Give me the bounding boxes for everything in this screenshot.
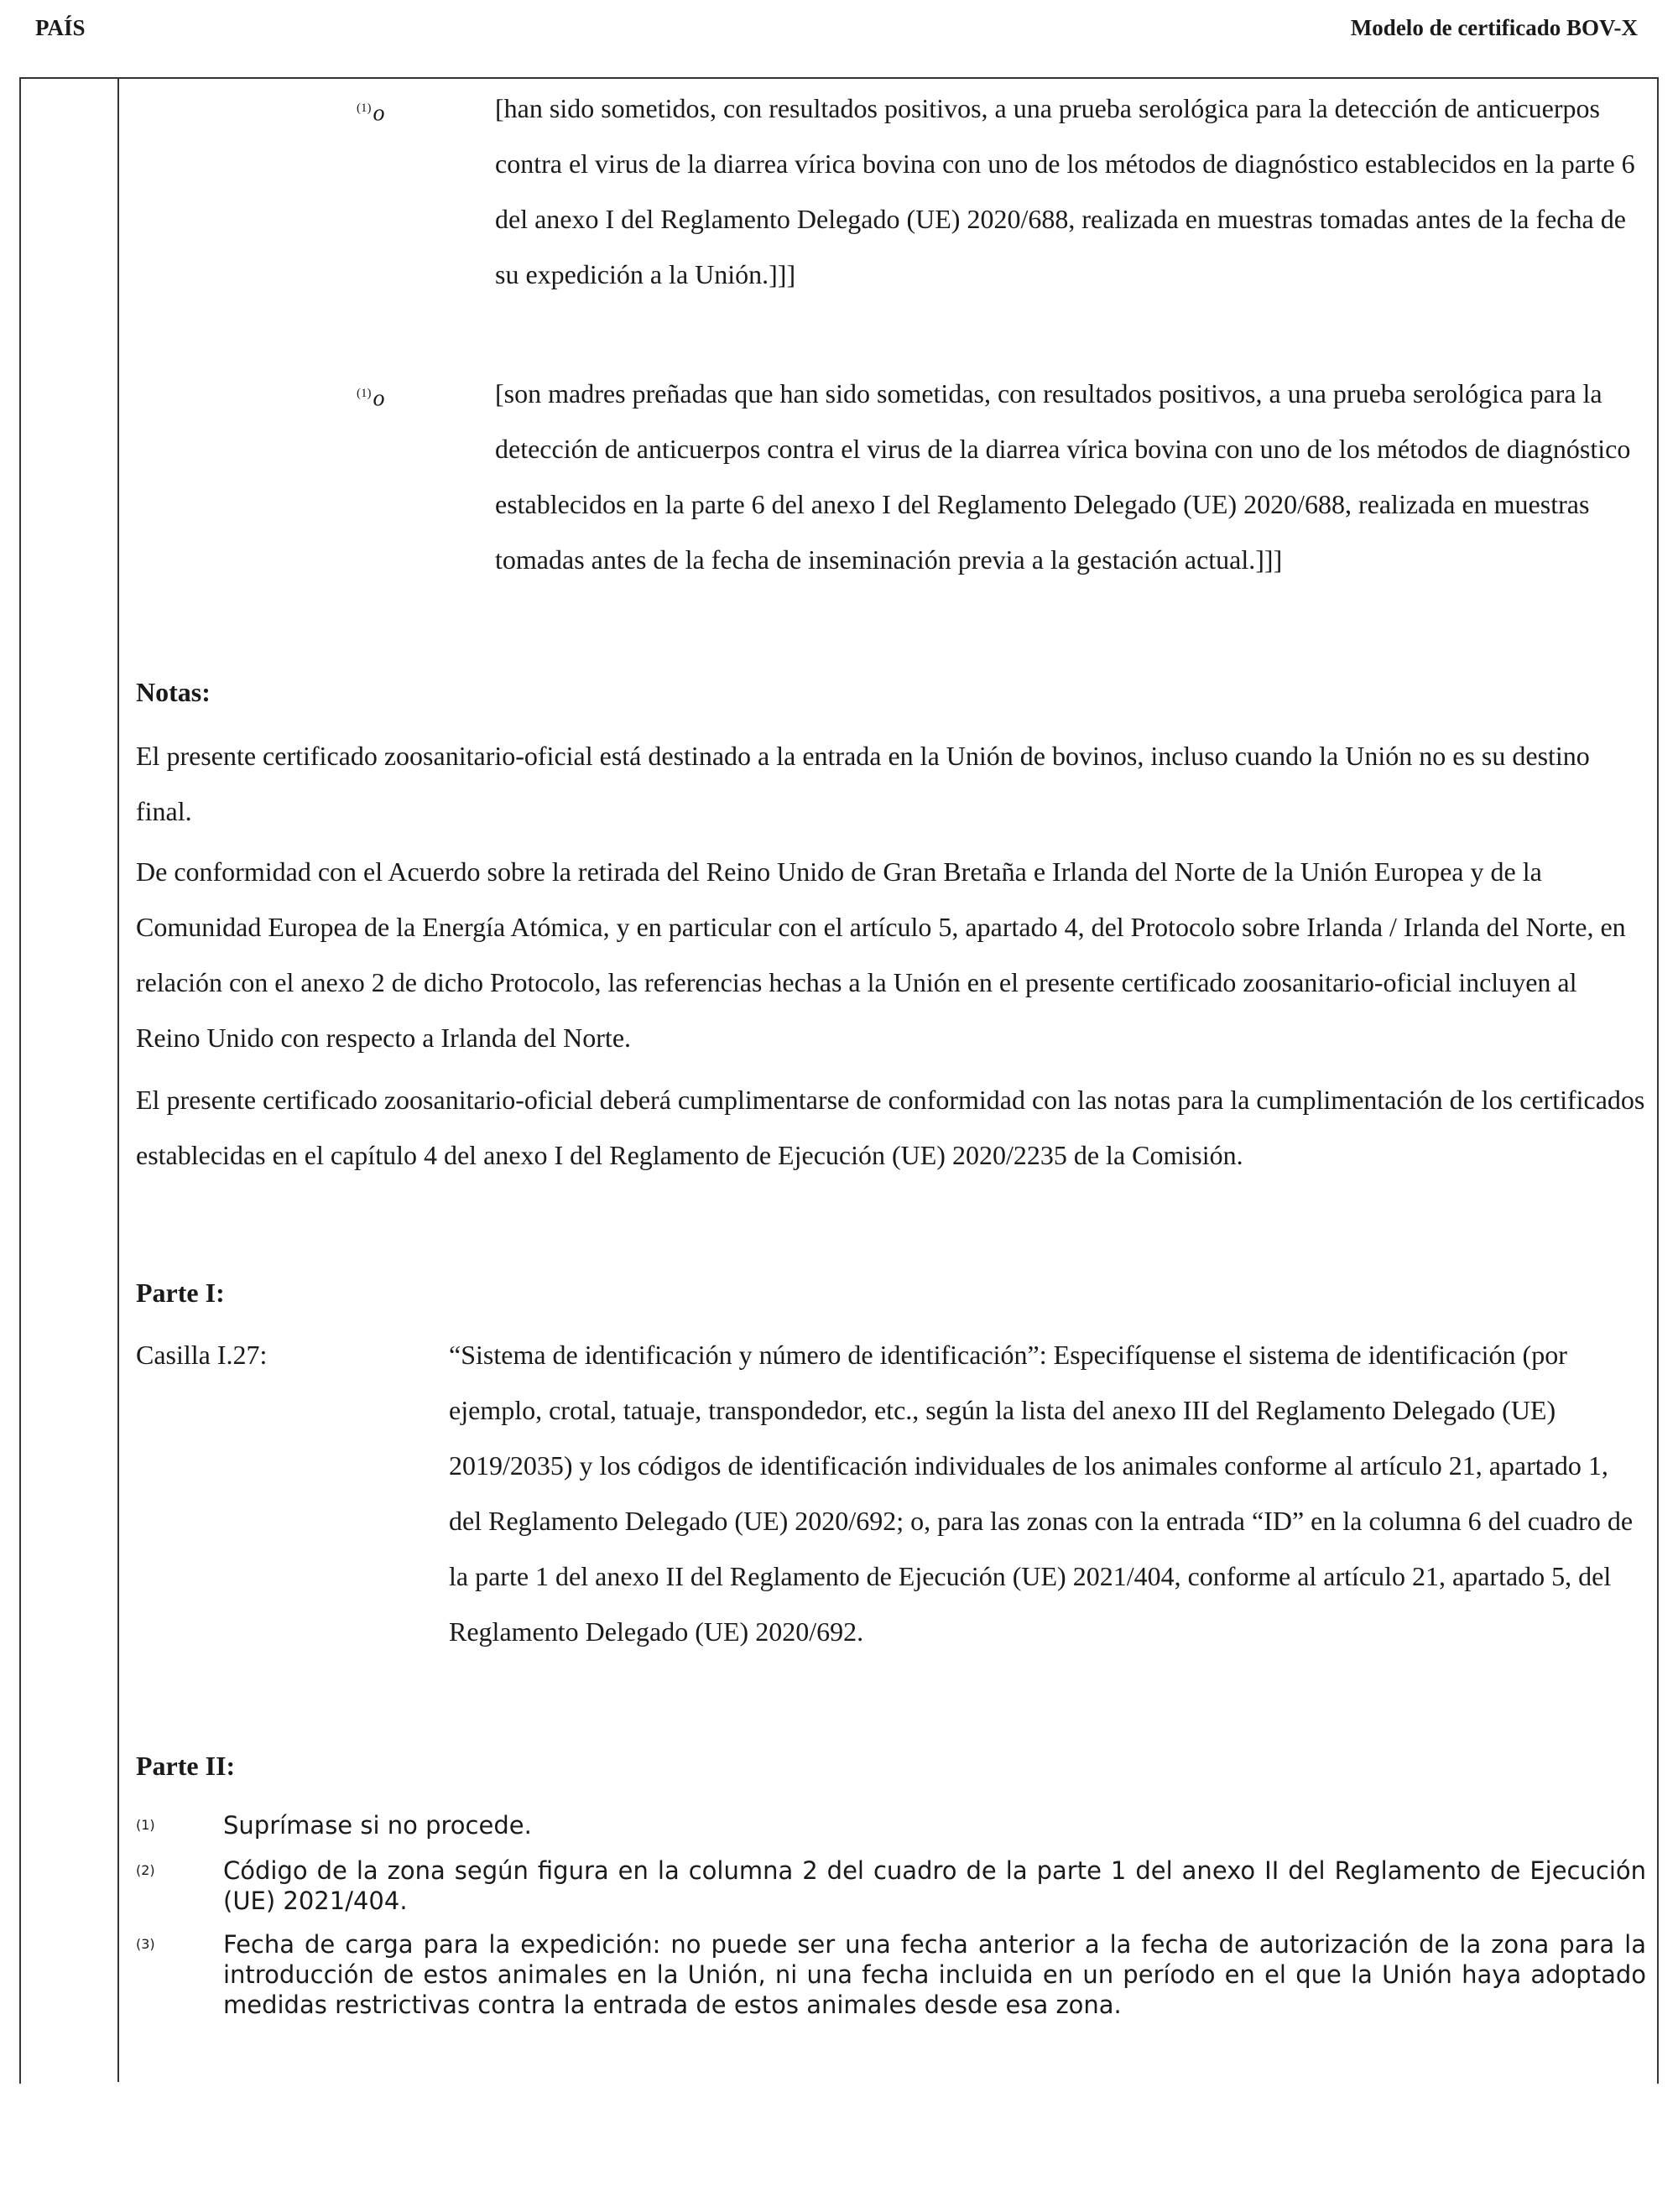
footnote bbox=[136, 1810, 1646, 1840]
part1-heading: Parte I: bbox=[136, 1278, 225, 1308]
box-label: Casilla I.27: bbox=[136, 1340, 268, 1370]
footnote-number: (3) bbox=[136, 1936, 155, 1952]
footnote-text: Código de la zona según figura en la columna 2 del cuadro de la parte 1 del anexo II del Reglamento de Ejecución (UE) 2021/404. bbox=[223, 1856, 1646, 1915]
footnote-text: Suprímase si no procede. bbox=[223, 1811, 532, 1840]
notes-paragraph: De conformidad con el Acuerdo sobre la retirada del Reino Unido de Gran Bretaña e Irlanda del Norte de la Unión Europea y de la Comunidad Europea de la Energía Atómica, y en particular con el artículo 5, apartado 4, del Protocolo sobre Irlanda / Irlanda del Norte, en relación con el anexo 2 de dicho Protocolo, las referencias hechas a la Unión en el presente certificado zoosanitario-oficial incluyen al Reino Unido con respecto a Irlanda del Norte. bbox=[136, 856, 1626, 1053]
notes-heading: Notas: bbox=[136, 677, 211, 707]
option-marker: $^{(1)}$o bbox=[357, 100, 385, 127]
footnote-number: (2) bbox=[136, 1862, 155, 1878]
notes-paragraph: El presente certificado zoosanitario-oficial deberá cumplimentarse de conformidad con las notas para la cumplimentación de los certificados establecidas en el capítulo 4 del anexo I del Reglamento de Ejecución (UE) 2020/2235 de la Comisión. bbox=[136, 1085, 1645, 1170]
footnote bbox=[136, 1929, 1646, 2020]
part2-heading: Parte II: bbox=[136, 1751, 236, 1781]
footnote-text: Fecha de carga para la expedición: no puede ser una fecha anterior a la fecha de autorización de la zona para la introducción de estos animales en la Unión, ni una fecha incluida en un período en el que la Unión haya adoptado medidas restrictivas contra la entrada de estos animales desde esa zona. bbox=[223, 1930, 1646, 2019]
header-model: Modelo de certificado BOV-X bbox=[1350, 15, 1638, 40]
footnote bbox=[136, 1855, 1646, 1916]
header-country: PAÍS bbox=[35, 15, 86, 40]
box-text: “Sistema de identificación y número de identificación”: Especifíquense el sistema de identificación (por ejemplo, crotal, tatuaje, transpondedor, etc., según la lista del anexo III del Reglamento Delegado (UE) 2019/2035) y los códigos de identificación individuales de los animales conforme al artículo 21, apartado 1, del Reglamento Delegado (UE) 2020/692; o, para las zonas con la entrada “ID” en la columna 6 del cuadro de la parte 1 del anexo II del Reglamento de Ejecución (UE) 2021/404, conforme al artículo 21, apartado 5, del Reglamento Delegado (UE) 2020/692. bbox=[449, 1340, 1634, 1647]
option-marker: $^{(1)}$o bbox=[357, 385, 385, 412]
option-text: [son madres preñadas que han sido sometidas, con resultados positivos, a una prueba serológica para la detección de anticuerpos contra el virus de la diarrea vírica bovina con uno de los métodos de diagnóstico establecidos en la parte 6 del anexo I del Reglamento Delegado (UE) 2020/688, realizada en muestras tomadas antes de la fecha de inseminación previa a la gestación actual.]]] bbox=[495, 378, 1631, 575]
option-text: [han sido sometidos, con resultados positivos, a una prueba serológica para la detección de anticuerpos contra el virus de la diarrea vírica bovina con uno de los métodos de diagnóstico establecidos en la parte 6 del anexo I del Reglamento Delegado (UE) 2020/688, realizada en muestras tomadas antes de la fecha de su expedición a la Unión.]]] bbox=[495, 93, 1635, 289]
column-divider bbox=[117, 77, 119, 2082]
notes-paragraph: El presente certificado zoosanitario-oficial está destinado a la entrada en la Unión de bovinos, incluso cuando la Unión no es su destino final. bbox=[136, 741, 1590, 826]
footnote-number: (1) bbox=[136, 1817, 155, 1833]
